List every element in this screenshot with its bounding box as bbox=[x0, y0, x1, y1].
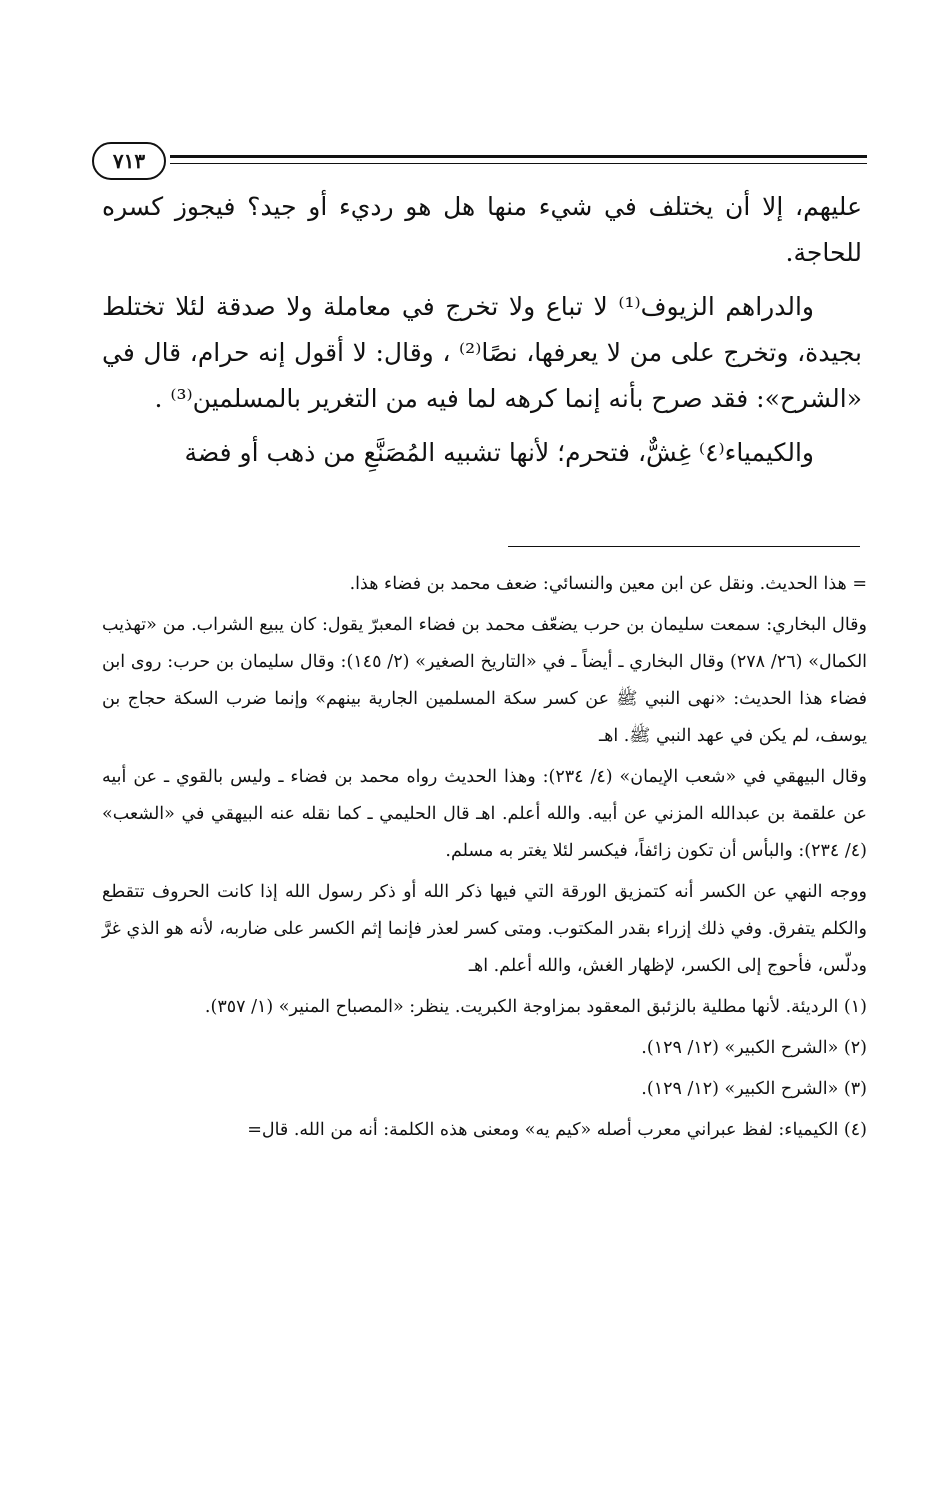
footnote-item: (٢) «الشرح الكبير» (١٢/ ١٢٩). bbox=[641, 1038, 867, 1058]
footnote-paragraph: وقال البخاري: سمعت سليمان بن حرب يضعّف محمد بن فضاء المعبرّ يقول: كان يبيع الشراب. من «تهذيب الكمال» (٢٦/ ٢٧٨) وقال البخاري ـ أيضاً ـ في «التاريخ الصغير» (٢/ ١٤٥): وقال سليمان بن حرب: روى ابن فضاء هذا الحديث: «نهى النبي ﷺ عن كسر سكة المسلمين الجارية بينهم» وإنما ضرب السكة حجاج بن يوسف، لم يكن في عهد النبي ﷺ. اهـ bbox=[102, 615, 868, 746]
body-paragraph: والدراهم الزيوف⁽¹⁾ لا تباع ولا تخرج في معاملة ولا صدقة لئلا تختلط بجيدة، وتخرج على من لا يعرفها، نصًا⁽²⁾ ، وقال: لا أقول إنه حرام، قال في «الشرح»: فقد صرح بأنه إنما كرهه لما فيه من التغرير بالمسلمين⁽³⁾ . bbox=[102, 292, 863, 413]
footnote-paragraph: = هذا الحديث. ونقل عن ابن معين والنسائي: ضعف محمد بن فضاء هذا. bbox=[349, 574, 867, 594]
header-rule-thick bbox=[170, 155, 867, 158]
footnote-paragraph: وقال البيهقي في «شعب الإيمان» (٤/ ٢٣٤): وهذا الحديث رواه محمد بن فضاء ـ وليس بالقوي ـ عن أبيه عن علقمة بن عبدالله المزني عن أبيه. والله أعلم. اهـ قال الحليمي ـ كما نقله عنه البيهقي في «الشعب» (٤/ ٢٣٤): والبأس أن تكون زائفاً، فيكسر لئلا يغتر به مسلم. bbox=[102, 767, 867, 861]
footnote-separator bbox=[508, 546, 860, 547]
footnote-item: (٤) الكيمياء: لفظ عبراني معرب أصله «كيم يه» ومعنى هذه الكلمة: أنه من الله. قال= bbox=[247, 1120, 867, 1140]
page-number: ٧١٣ bbox=[92, 142, 166, 180]
body-paragraph: عليهم، إلا أن يختلف في شيء منها هل هو رديء أو جيد؟ فيجوز كسره للحاجة. bbox=[102, 192, 862, 267]
footnotes bbox=[102, 566, 867, 1153]
page-header bbox=[92, 140, 867, 180]
header-rule-thin bbox=[170, 163, 867, 164]
footnote-item: (١) الرديئة. لأنها مطلية بالزئبق المعقود بمزاوجة الكبريت. ينظر: «المصباح المنير» (١/ ٣٥٧). bbox=[204, 997, 867, 1017]
body-paragraph: والكيمياء⁽٤⁾ غِشٌّ، فتحرم؛ لأنها تشبيه المُصَنَّعِ من ذهب أو فضة bbox=[184, 438, 814, 467]
footnote-paragraph: ووجه النهي عن الكسر أنه كتمزيق الورقة التي فيها ذكر الله أو ذكر رسول الله إذا كانت الحروف تتقطع والكلم يتفرق. وفي ذلك إزراء بقدر المكتوب. ومتى كسر لعذر فإنما إثم الكسر على ضاربه، لأنه هو الذي غرَّ ودلّس، فأحوج إلى الكسر، لإظهار الغش، والله أعلم. اهـ bbox=[102, 882, 867, 976]
main-text bbox=[102, 184, 862, 484]
footnote-item: (٣) «الشرح الكبير» (١٢/ ١٢٩). bbox=[641, 1079, 867, 1099]
